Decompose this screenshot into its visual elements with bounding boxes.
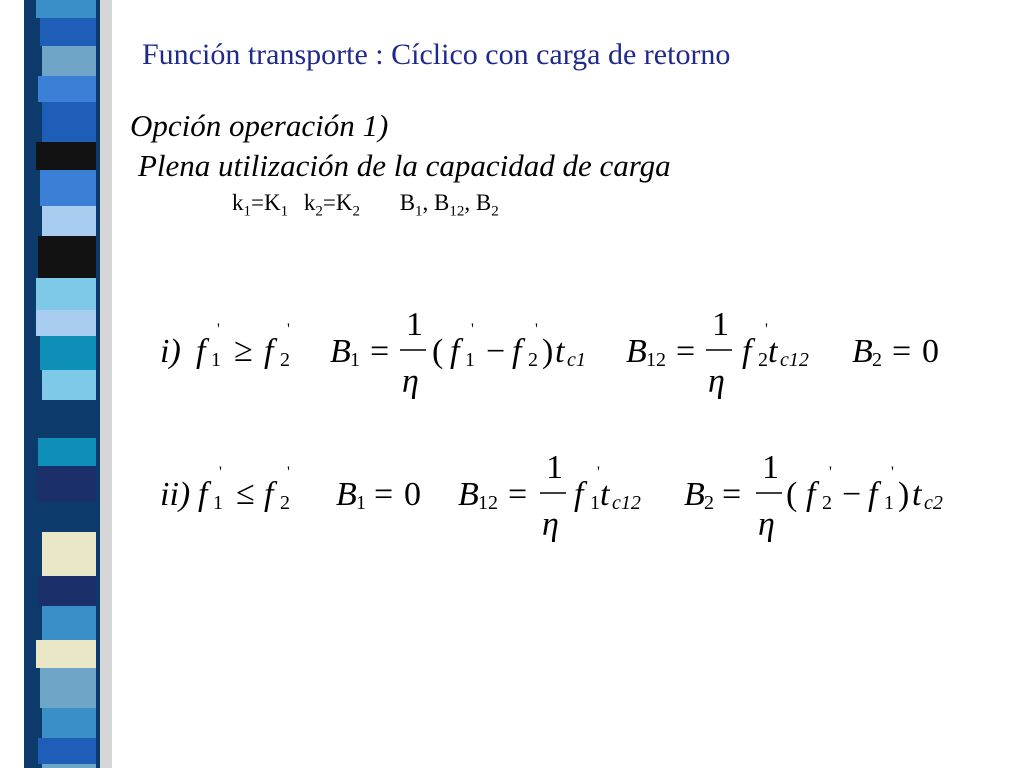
- svg-text:12: 12: [478, 492, 498, 514]
- svg-text:−: −: [842, 476, 862, 513]
- svg-text:c1: c1: [567, 349, 586, 371]
- b2-formula-ii: [684, 449, 943, 543]
- svg-text:1: 1: [356, 492, 366, 514]
- svg-text:': ': [287, 464, 290, 481]
- svg-text:B: B: [458, 476, 479, 513]
- svg-text:=: =: [508, 476, 528, 513]
- svg-text:i): i): [160, 333, 181, 370]
- svg-text:f: f: [742, 333, 752, 370]
- svg-text:ii): ii): [160, 476, 191, 513]
- param-b-list: $B_1$, $B_{12}$, $B_2$: [399, 190, 499, 220]
- svg-text:f: f: [450, 333, 460, 370]
- svg-text:B: B: [330, 333, 351, 370]
- svg-text:f: f: [198, 476, 208, 513]
- b1-formula-i: [330, 306, 586, 400]
- svg-text:=: =: [676, 333, 696, 370]
- svg-text:2: 2: [280, 492, 290, 514]
- param-k2: $k_2=K_2$: [303, 190, 360, 220]
- svg-text:0: 0: [404, 476, 421, 513]
- svg-text:η: η: [708, 363, 725, 400]
- svg-text:=: =: [370, 333, 390, 370]
- svg-text:2: 2: [280, 349, 290, 371]
- svg-text:≥: ≥: [234, 332, 253, 369]
- svg-text:B: B: [336, 476, 357, 513]
- svg-text:f: f: [264, 476, 274, 513]
- option-subheading: Plena utilización de la capacidad de carga: [138, 148, 671, 183]
- svg-text:2: 2: [822, 492, 832, 514]
- svg-text:': ': [287, 321, 290, 338]
- svg-text:=: =: [374, 476, 394, 513]
- svg-text:B: B: [626, 333, 647, 370]
- svg-text:t: t: [768, 333, 778, 370]
- svg-text:1: 1: [350, 349, 360, 371]
- svg-text:': ': [471, 321, 474, 338]
- svg-text:': ': [765, 321, 768, 338]
- svg-text:η: η: [758, 506, 775, 543]
- svg-text:≤: ≤: [236, 475, 255, 512]
- svg-text:': ': [597, 464, 600, 481]
- svg-text:1: 1: [762, 449, 779, 486]
- svg-text:1: 1: [884, 492, 894, 514]
- svg-text:c12: c12: [780, 349, 809, 371]
- equation-case-i: [160, 306, 939, 400]
- svg-text:t: t: [555, 333, 565, 370]
- svg-text:1: 1: [465, 349, 475, 371]
- svg-text:f: f: [264, 333, 274, 370]
- slide-title: Función transporte : Cíclico con carga de retorno: [142, 38, 731, 71]
- b2-formula-i: [852, 333, 939, 371]
- svg-text:t: t: [600, 476, 610, 513]
- svg-text:=: =: [722, 476, 742, 513]
- svg-text:f: f: [512, 333, 522, 370]
- svg-text:1: 1: [590, 492, 600, 514]
- svg-text:2: 2: [872, 349, 882, 371]
- svg-text:(: (: [432, 333, 444, 370]
- svg-text:η: η: [542, 506, 559, 543]
- svg-text:': ': [829, 464, 832, 481]
- svg-text:1: 1: [211, 349, 221, 371]
- svg-text:c12: c12: [612, 492, 641, 514]
- svg-text:c2: c2: [924, 492, 943, 514]
- option-heading: Opción operación 1): [130, 108, 389, 143]
- svg-text:): ): [898, 476, 910, 513]
- svg-text:t: t: [912, 476, 922, 513]
- svg-text:': ': [891, 464, 894, 481]
- svg-text:': ': [217, 321, 220, 338]
- svg-text:1: 1: [213, 492, 223, 514]
- svg-text:': ': [535, 321, 538, 338]
- svg-text:': ': [219, 464, 222, 481]
- b12-formula-i: [626, 306, 809, 400]
- svg-text:=: =: [892, 333, 912, 370]
- svg-text:f: f: [574, 476, 584, 513]
- svg-text:2: 2: [704, 492, 714, 514]
- svg-text:1: 1: [406, 306, 423, 343]
- svg-text:2: 2: [758, 349, 768, 371]
- svg-text:−: −: [486, 333, 506, 370]
- condition-ii: [160, 464, 290, 514]
- svg-text:B: B: [684, 476, 705, 513]
- svg-text:2: 2: [528, 349, 538, 371]
- b12-formula-ii: [458, 449, 641, 543]
- svg-text:(: (: [786, 476, 798, 513]
- svg-text:f: f: [868, 476, 878, 513]
- svg-text:f: f: [196, 333, 206, 370]
- svg-text:12: 12: [646, 349, 666, 371]
- svg-text:f: f: [806, 476, 816, 513]
- b1-formula-ii: [336, 476, 421, 514]
- param-k1: $k_1=K_1$: [232, 190, 289, 220]
- equation-case-ii: [160, 449, 943, 543]
- svg-text:): ): [542, 333, 554, 370]
- svg-text:1: 1: [546, 449, 563, 486]
- svg-text:η: η: [402, 363, 419, 400]
- condition-i: [160, 321, 290, 371]
- svg-text:0: 0: [922, 333, 939, 370]
- svg-text:B: B: [852, 333, 873, 370]
- svg-text:1: 1: [712, 306, 729, 343]
